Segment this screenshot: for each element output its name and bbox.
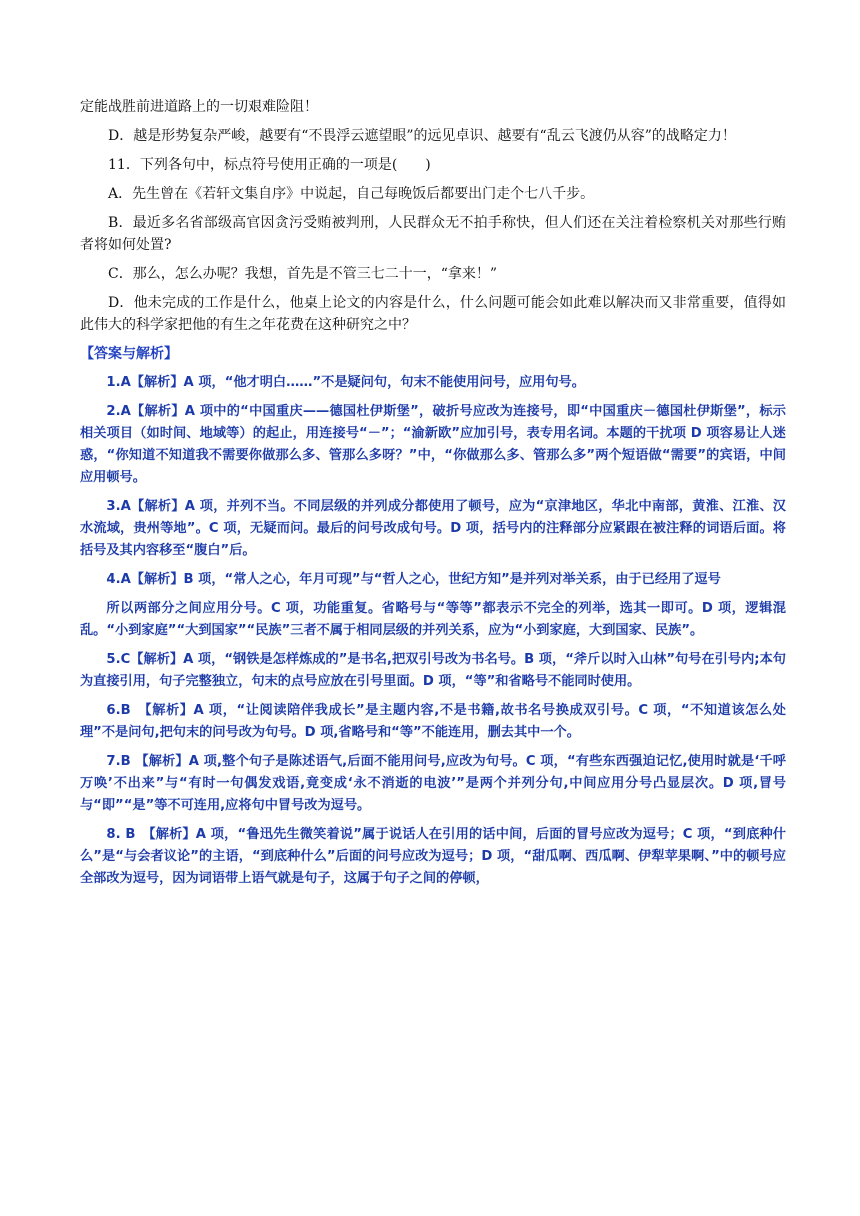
answer-2: 2.A【解析】A 项中的“中国重庆——德国杜伊斯堡”，破折号应改为连接号，即“中国重庆－德国杜伊斯堡”，标示相关项目（如时间、地域等）的起止，用连接号“－”；“渝新欧”应加引号，表专用名词。本题的干扰项 D 项容易让人迷惑，“你知道不知道我不需要你做那么多、管那么多呀？”中，“你做那么多、管那么多”两个短语做“需要”的宾语，中间应用顿号。 — [80, 404, 786, 485]
option-d-paragraph: D．越是形势复杂严峻，越要有“不畏浮云遮望眼”的远见卓识、越要有“乱云飞渡仍从容”的战略定力！ — [108, 128, 736, 144]
answer-6: 6.B 【解析】A 项，“让阅读陪伴我成长”是主题内容,不是书籍,故书名号换成双引号。C 项，“不知道该怎么处理”不是问句,把句末的问号改为句号。D 项,省略号和“等”不能连用，删去其中一个。 — [80, 703, 786, 740]
answer-4: 4.A【解析】B 项，“常人之心，年月可现”与“哲人之心，世纪方知”是并列对举关系，由于已经用了逗号 — [106, 572, 721, 587]
answer-7: 7.B 【解析】A 项,整个句子是陈述语气,后面不能用问号,应改为句号。C 项，“有些东西强迫记忆,使用时就是‘千呼万唤’不出来”与“有时一句偶发戏语,竟变成‘永不消逝的电波’”是两个并列分句,中间应用分号凸显层次。D 项,冒号与“即”“是”等不可连用,应将句中冒号改为逗号。 — [80, 754, 786, 813]
answer-heading: 【答案与解析】 — [80, 346, 178, 362]
answer-4-continued: 所以两部分之间应用分号。C 项，功能重复。省略号与“等等”都表示不完全的列举，选其一即可。D 项，逻辑混乱。“小到家庭”“大到国家”“民族”三者不属于相同层级的并列关系，应为“小到家庭，大到国家、民族”。 — [80, 601, 786, 638]
question-11-option-a: A．先生曾在《若轩文集自序》中说起，自己每晚饭后都要出门走个七八千步。 — [108, 186, 595, 202]
answer-3: 3.A【解析】A 项，并列不当。不同层级的并列成分都使用了顿号，应为“京津地区，华北中南部，黄淮、江淮、汉水流域，贵州等地”。C 项，无疑而问。最后的问号改成句号。D 项，括号内的注释部分应紧跟在被注释的词语后面。将括号及其内容移至“腹白”后。 — [80, 499, 786, 558]
question-11-option-d: D．他未完成的工作是什么，他桌上论文的内容是什么，什么问题可能会如此难以解决而又非常重要，值得如此伟大的科学家把他的有生之年花费在这种研究之中？ — [80, 295, 786, 333]
question-11-option-b: B．最近多名省部级高官因贪污受贿被判刑，人民群众无不拍手称快，但人们还在关注着检察机关对那些行贿者将如何处置? — [80, 215, 786, 253]
answer-5: 5.C【解析】A 项，“钢铁是怎样炼成的”是书名,把双引号改为书名号。B 项，“斧斤以时入山林”句号在引号内;本句为直接引用，句子完整独立，句末的点号应放在引号里面。D 项，“等”和省略号不能同时使用。 — [80, 652, 786, 689]
answer-8: 8. B 【解析】A 项，“鲁迅先生微笑着说”属于说话人在引用的话中间，后面的冒号应改为逗号；C 项，“到底种什么”是“与会者议论”的主语，“到底种什么”后面的问号应改为逗号；D 项，“甜瓜啊、西瓜啊、伊犁苹果啊、”中的顿号应全部改为逗号，因为词语带上语气就是句子，这属于句子之间的停顿， — [80, 827, 786, 886]
page-content — [80, 96, 786, 897]
question-11-option-c: C．那么，怎么办呢？我想，首先是不管三七二十一，“拿来！” — [108, 266, 498, 282]
question-11: 11．下列各句中，标点符号使用正确的一项是( ) — [108, 157, 431, 173]
paragraph: 定能战胜前进道路上的一切艰难险阻！ — [80, 99, 318, 115]
answer-1: 1.A【解析】A 项，“他才明白……”不是疑问句，句末不能使用问号，应用句号。 — [106, 375, 585, 390]
